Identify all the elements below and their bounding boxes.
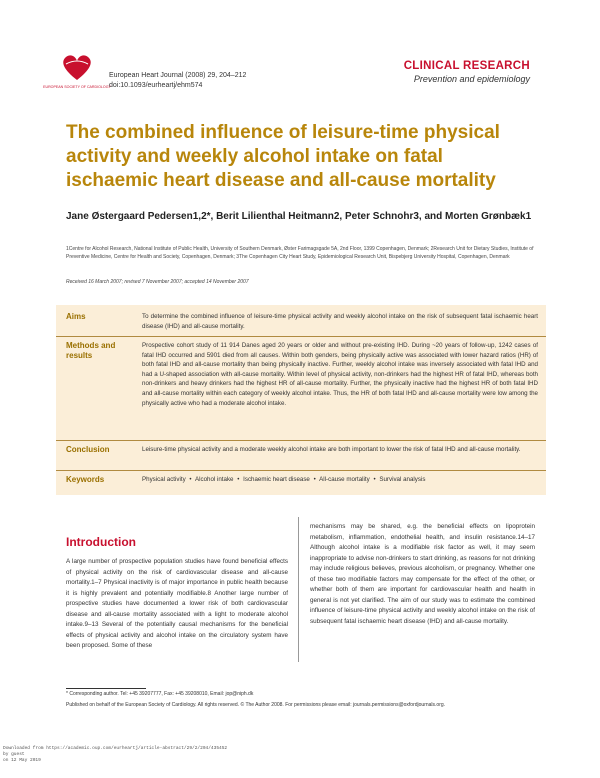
keyword: Physical activity <box>142 476 186 483</box>
doi[interactable]: doi:10.1093/eurheartj/ehm574 <box>109 82 203 89</box>
abstract-divider <box>56 336 546 337</box>
authors: Jane Østergaard Pedersen1,2*, Berit Lilienthal Heitmann2, Peter Schnohr3, and Morten Grønbæk1 <box>66 211 532 222</box>
section-label <box>404 60 530 84</box>
keyword-separator: • <box>237 476 240 483</box>
subsection-title: Prevention and epidemiology <box>413 74 530 84</box>
article-title: The combined influence of leisure-time physical activity and weekly alcohol intake on fatal ischaemic heart disease and all-cause mortality <box>66 122 500 191</box>
structured-abstract <box>56 305 546 495</box>
keyword: Survival analysis <box>379 476 426 483</box>
aims-label: Aims <box>66 312 86 321</box>
journal-ref: European Heart Journal (2008) 29, 204–212 <box>109 72 247 79</box>
logo-text: EUROPEAN SOCIETY OF CARDIOLOGY <box>43 85 111 89</box>
download-by: by guest <box>3 752 25 757</box>
publisher-note: Published on behalf of the European Society of Cardiology. All rights reserved. © The Author 2008. For permissions please email: journals.permissions@oxfordjournals.org. <box>66 702 446 708</box>
keyword-separator: • <box>313 476 316 483</box>
aims-text: To determine the combined influence of leisure-time physical activity and weekly alcohol intake on the risk of subsequent fatal ischaemic heart disease (IHD) and all-cause mortality. <box>142 313 538 330</box>
methods-text: Prospective cohort study of 11 914 Danes aged 20 years or older and without pre-existing IHD. During ~20 years of follow-up, 1242 cases of fatal IHD occurred and 5901 died from all causes. Within both genders, being physically active was associated with lower hazard ratios (HR) of both fatal IHD and all-cause mortality than being physically inactive. Further, weekly alcohol intake was inversely associated with fatal IHD and had a U-shaped association with all-cause mortality. Within level of physical activity, non-drinkers had the highest HR of fatal IHD, whereas both non-drinkers and heavy drinkers had the highest HR of all-cause mortality. Further, the physically inactive had the highest HR of both fatal IHD and all-cause mortality within each category of weekly alcohol intake. Thus, the HR of both fatal IHD and all-cause mortality were low among the physically active who had a moderate alcohol intake. <box>142 342 538 407</box>
keywords-list <box>142 475 538 485</box>
abstract-aims <box>56 309 546 335</box>
download-url[interactable]: Downloaded from https://academic.oup.com/eurheartj/article-abstract/29/2/204/435452 <box>3 746 228 751</box>
section-title: CLINICAL RESEARCH <box>403 60 530 72</box>
abstract-divider <box>56 440 546 441</box>
footnote-rule <box>66 688 146 689</box>
intro-right-column <box>310 522 535 627</box>
abstract-keywords <box>56 472 546 492</box>
conclusion-text: Leisure-time physical activity and a moderate weekly alcohol intake are both important to lower the risk of fatal IHD and all-cause mortality. <box>142 446 521 453</box>
keyword: Ischaemic heart disease <box>243 476 310 483</box>
keywords-label: Keywords <box>66 475 105 484</box>
abstract-conclusion <box>56 442 546 468</box>
column-divider <box>298 517 299 662</box>
introduction-heading: Introduction <box>66 535 136 549</box>
intro-paragraph-continued: mechanisms may be shared, e.g. the beneficial effects on lipoprotein metabolism, inflammation, endothelial health, and insulin resistance.14–17 Although alcohol intake is a modifiable risk factor as well, it may seem inappropriate to advise non-drinkers to start drinking, as reasons for not drinking may include religious believes, previous alcoholism, or pregnancy. Whether one of these two modifiable factors may compensate for the effect of the other, or whether both of them are important for cardiovascular health and health in general is not yet clarified. The aim of our study was to estimate the combined influence of leisure-time physical activity and weekly alcohol intake on the risk of subsequent fatal ischaemic heart disease (IHD) and all-cause mortality. <box>310 523 535 625</box>
keyword: Alcohol intake <box>194 476 234 483</box>
keyword-separator: • <box>189 476 192 483</box>
keyword-separator: • <box>373 476 376 483</box>
corresponding-author-note: * Corresponding author. Tel: +45 39207777, Fax: +45 39208010, Email: jop@niph.dk <box>66 691 254 697</box>
esc-logo <box>43 50 111 98</box>
intro-paragraph: A large number of prospective population studies have found beneficial effects of physical activity on the risk of cardiovascular disease and all-cause mortality.1–7 Physical inactivity is of major importance in public health because it is highly prevalent and potentially modifiable.8 Another large number of prospective studies have documented a lower risk of both cardiovascular disease and all-cause mortality associated with a light to moderate alcohol intake.9–13 Several of the potentially causal mechanisms for the beneficial effects of physical activity and alcohol intake on the circulatory system have been proposed. Some of these <box>66 558 288 649</box>
download-date: on 12 May 2019 <box>3 758 41 763</box>
methods-label: Methods and results <box>66 341 116 360</box>
intro-left-column <box>66 535 288 652</box>
received-dates: Received 16 March 2007; revised 7 November 2007; accepted 14 November 2007 <box>66 279 249 285</box>
abstract-methods <box>56 338 546 438</box>
abstract-divider <box>56 470 546 471</box>
keyword: All-cause mortality <box>319 476 370 483</box>
conclusion-label: Conclusion <box>66 445 110 454</box>
download-watermark <box>3 746 227 764</box>
journal-citation <box>109 71 246 91</box>
affiliations: 1Centre for Alcohol Research, National Institute of Public Health, University of Southern Denmark, Øster Farimagsgade 5A, 2nd Floor, 1399 Copenhagen, Denmark; 2Research Unit for Dietary Studies, Institute of Preventive Medicine, Centre for Health and Society, Copenhagen, Denmark; 3The Copenhagen City Heart Study, Epidemiological Research Unit, Bispebjerg University Hospital, Copenhagen, Denmark <box>66 246 534 260</box>
